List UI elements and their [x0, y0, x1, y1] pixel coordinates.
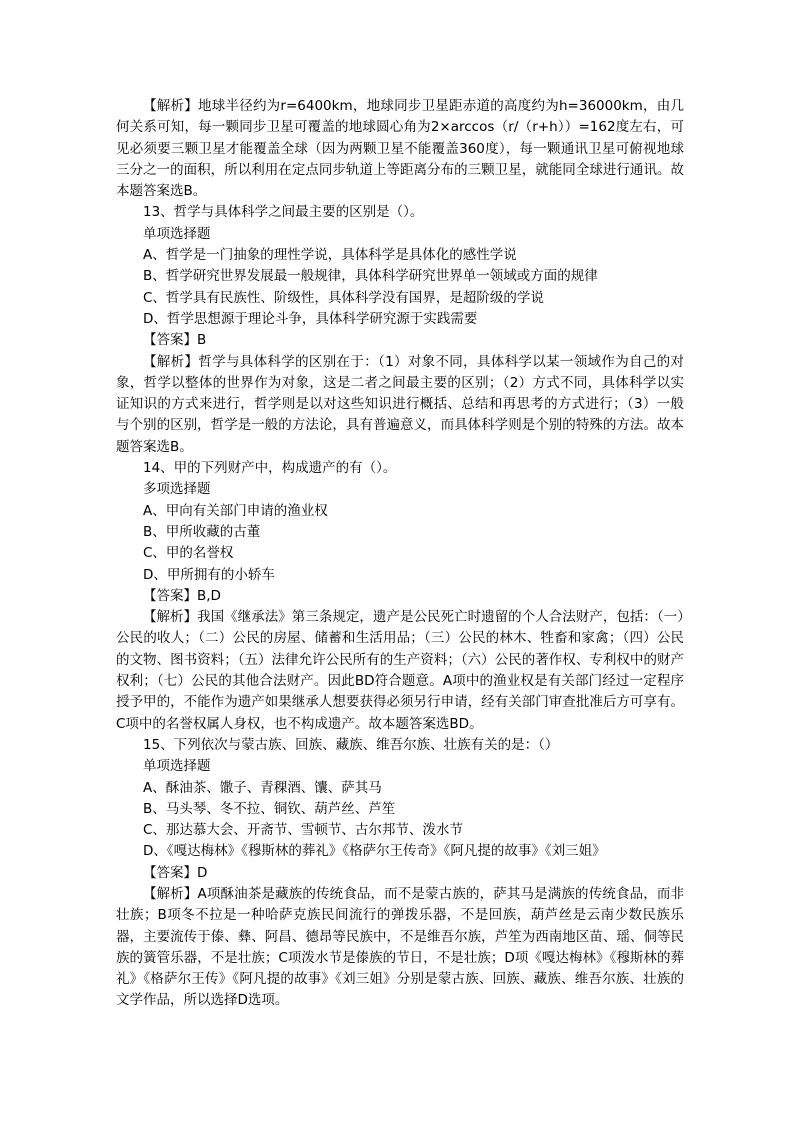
option-d: D、甲所拥有的小轿车 [143, 566, 275, 583]
option-d: D、《嘎达梅林》《穆斯林的葬礼》《格萨尔王传奇》《阿凡提的故事》《刘三姐》 [143, 843, 606, 860]
answer: 【答案】B [143, 332, 207, 349]
option-c: C、那达慕大会、开斋节、雪顿节、古尔邦节、泼水节 [143, 822, 463, 839]
question-13: 13、哲学与具体科学之间最主要的区别是（）。 [143, 204, 424, 221]
question-type: 单项选择题 [143, 758, 211, 775]
option-b: B、甲所收藏的古董 [143, 523, 261, 540]
option-a: A、酥油茶、馓子、青稞酒、馕、萨其马 [143, 779, 382, 796]
option-c: C、哲学具有民族性、阶级性，具体科学没有国界，是超阶级的学说 [143, 289, 544, 306]
answer: 【答案】D [143, 864, 208, 881]
option-b: B、马头琴、冬不拉、铜钦、葫芦丝、芦笙 [143, 800, 396, 817]
option-a: A、哲学是一门抽象的理性学说，具体科学是具体化的感性学说 [143, 247, 517, 264]
question-type: 单项选择题 [143, 225, 211, 242]
question-14: 14、甲的下列财产中，构成遗产的有（）。 [143, 460, 397, 477]
option-d: D、哲学思想源于理论斗争，具体科学研究源于实践需要 [143, 310, 478, 327]
question-15: 15、下列依次与蒙古族、回族、藏族、维吾尔族、壮族有关的是：（） [143, 736, 559, 753]
answer: 【答案】B,D [143, 587, 221, 604]
analysis-paragraph: 【解析】A项酥油茶是藏族的传统食品，而不是蒙古族的，萨其马是满族的传统食品，而非壮族；B项冬不拉是一种哈萨克族民间流行的弹拨乐器，不是回族，葫芦丝是云南少数民族乐器，主要流传于傣、彝、阿昌、德昂等民族中，不是维吾尔族，芦笙为西南地区苗、瑶、侗等民族的簧管乐器，不是壮族；C项泼水节是傣族的节日，不是壮族；D项《嘎达梅林》《穆斯林的葬礼》《格萨尔王传》《阿凡提的故事》《刘三姐》分别是蒙古族、回族、藏族、维吾尔族、壮族的文学作品，所以选择D选项。 [116, 885, 684, 1009]
analysis-paragraph: 【解析】地球半径约为r=6400km，地球同步卫星距赤道的高度约为h=36000km，由几何关系可知，每一颗同步卫星可覆盖的地球圆心角为2×arccos（r/（r+h））=162度左右，可见必须要三颗卫星才能覆盖全球（因为两颗卫星不能覆盖360度），每一颗通讯卫星可俯视地球三分之一的面积，所以利用在定点同步轨道上等距离分布的三颗卫星，就能同全球进行通讯。故本题答案选B。 [116, 98, 684, 200]
option-b: B、哲学研究世界发展最一般规律，具体科学研究世界单一领域或方面的规律 [143, 268, 598, 285]
analysis-paragraph: 【解析】我国《继承法》第三条规定，遗产是公民死亡时遗留的个人合法财产，包括：（一）公民的收人；（二）公民的房屋、储蓄和生活用品；（三）公民的林木、牲畜和家禽；（四）公民的文物、图书资料；（五）法律允许公民所有的生产资料；（六）公民的著作权、专利权中的财产权利；（七）公民的其他合法财产。因此BD符合题意。A项中的渔业权是有关部门经过一定程序授予甲的，不能作为遗产如果继承人想要获得必须另行申请，经有关部门审查批准后方可享有。C项中的名誉权属人身权，也不构成遗产。故本题答案选BD。 [116, 609, 684, 732]
option-c: C、甲的名誉权 [143, 545, 234, 562]
question-type: 多项选择题 [143, 481, 211, 498]
analysis-paragraph: 【解析】哲学与具体科学的区别在于：（1）对象不同，具体科学以某一领域作为自己的对象，哲学以整体的世界作为对象，这是二者之间最主要的区别；（2）方式不同，具体科学以实证知识的方式来进行，哲学则是以对这些知识进行概括、总结和再思考的方式进行；（3）一般与个别的区别，哲学是一般的方法论，具有普遍意义，而具体科学则是个别的特殊的方法。故本题答案选B。 [116, 353, 684, 455]
document-body [116, 96, 684, 1012]
option-a: A、甲向有关部门申请的渔业权 [143, 502, 328, 519]
